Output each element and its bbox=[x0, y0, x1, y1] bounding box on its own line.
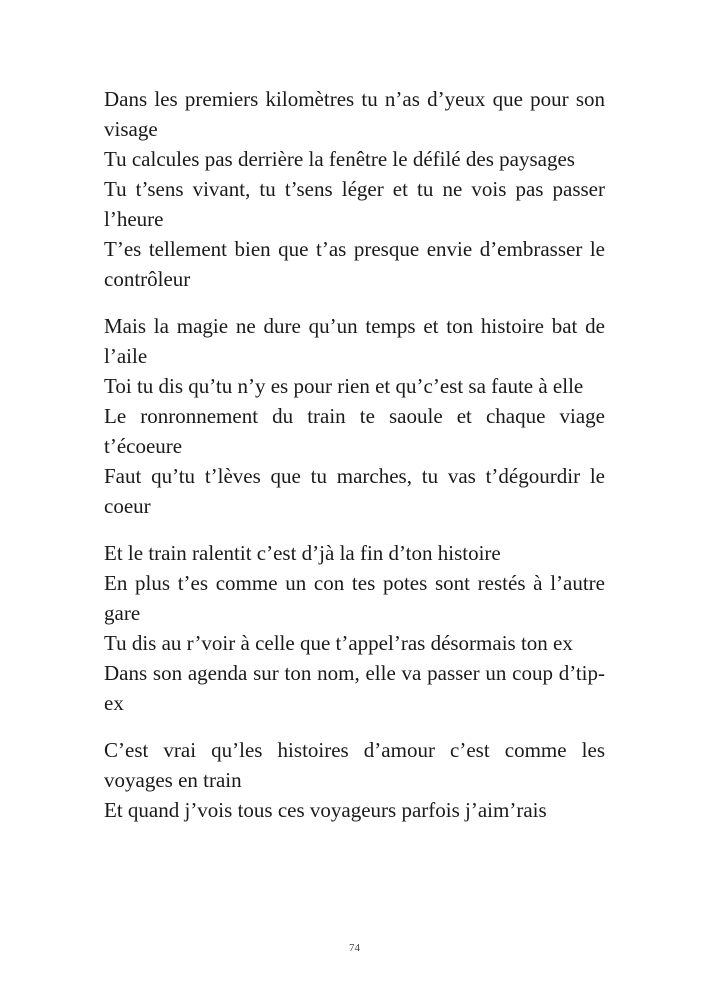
verse-line: Tu t’sens vivant, tu t’sens léger et tu ne vois pas passer l’heure bbox=[104, 177, 605, 231]
verse-line: Tu calcules pas derrière la fenêtre le défilé des paysages bbox=[104, 147, 575, 171]
verse-line: Et quand j’vois tous ces voyageurs parfois j’aim’rais bbox=[104, 798, 547, 822]
verse-line: Le ronronnement du train te saoule et chaque viage t’écoeure bbox=[104, 404, 605, 458]
verse-line: T’es tellement bien que t’as presque envie d’embrasser le contrôleur bbox=[104, 237, 605, 291]
verse-line: Tu dis au r’voir à celle que t’appel’ras désormais ton ex bbox=[104, 631, 573, 655]
verse-line: Mais la magie ne dure qu’un temps et ton histoire bat de l’aile bbox=[104, 314, 605, 368]
verse-line: Faut qu’tu t’lèves que tu marches, tu vas t’dégourdir le coeur bbox=[104, 464, 605, 518]
verse-line: Toi tu dis qu’tu n’y es pour rien et qu’c’est sa faute à elle bbox=[104, 374, 584, 398]
stanza-3 bbox=[104, 538, 605, 718]
verse-line: Et le train ralentit c’est d’jà la fin d’ton histoire bbox=[104, 541, 501, 565]
stanza-4 bbox=[104, 735, 605, 825]
stanza-1 bbox=[104, 84, 605, 294]
verse-line: C’est vrai qu’les histoires d’amour c’est comme les voyages en train bbox=[104, 738, 605, 792]
poem-body bbox=[104, 84, 605, 842]
verse-line: Dans les premiers kilomètres tu n’as d’yeux que pour son visage bbox=[104, 87, 605, 141]
stanza-2 bbox=[104, 311, 605, 521]
page-number: 74 bbox=[349, 942, 360, 954]
verse-line: En plus t’es comme un con tes potes sont restés à l’autre gare bbox=[104, 571, 605, 625]
verse-line: Dans son agenda sur ton nom, elle va passer un coup d’tip-ex bbox=[104, 661, 605, 715]
